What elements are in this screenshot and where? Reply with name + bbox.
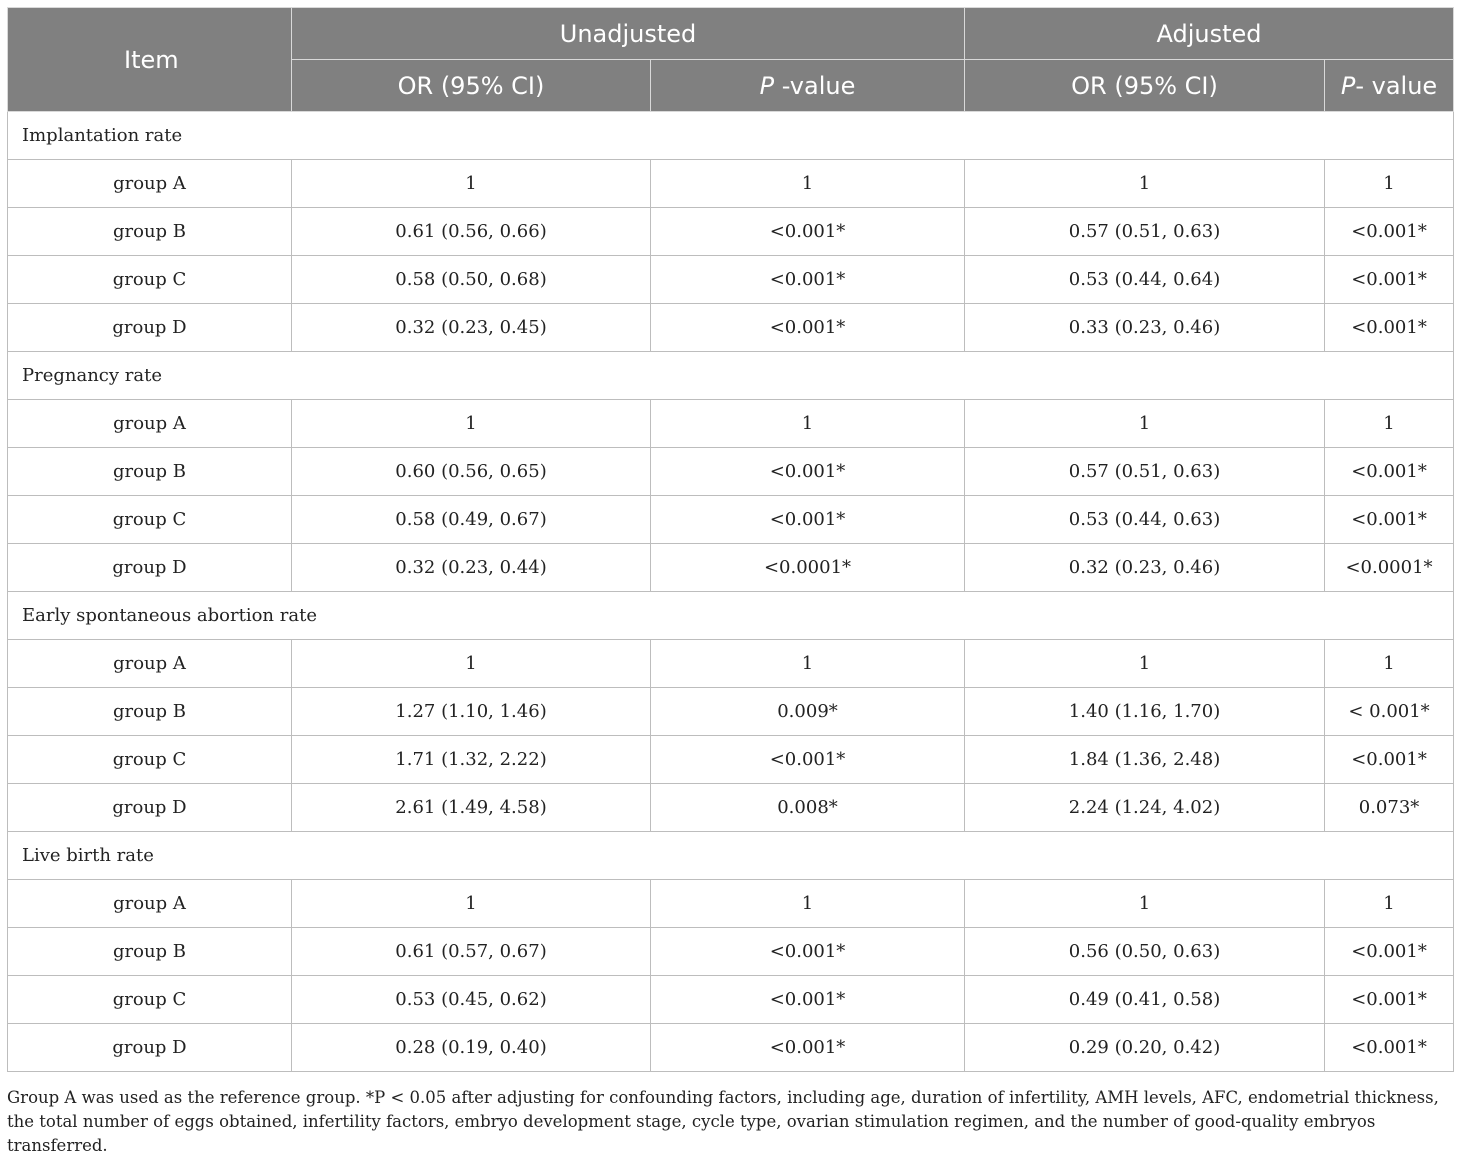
unadjusted-p-cell: <0.001* — [651, 304, 965, 352]
unadjusted-or-cell: 0.58 (0.50, 0.68) — [292, 256, 651, 304]
table-row — [8, 208, 1454, 256]
adjusted-or-cell: 1.40 (1.16, 1.70) — [965, 688, 1325, 736]
section-title: Implantation rate — [8, 112, 1454, 160]
unadjusted-p-cell: <0.001* — [651, 1024, 965, 1072]
group-cell: group A — [8, 640, 292, 688]
adjusted-or-cell: 0.56 (0.50, 0.63) — [965, 928, 1325, 976]
unadjusted-p-cell: 1 — [651, 640, 965, 688]
header-unadjusted-or: OR (95% CI) — [292, 60, 651, 112]
adjusted-or-cell: 0.49 (0.41, 0.58) — [965, 976, 1325, 1024]
unadjusted-or-cell: 0.60 (0.56, 0.65) — [292, 448, 651, 496]
unadjusted-p-cell: <0.001* — [651, 496, 965, 544]
adjusted-p-cell: 1 — [1325, 640, 1454, 688]
header-adjusted-p: P- value — [1325, 60, 1454, 112]
unadjusted-p-cell: 1 — [651, 160, 965, 208]
adjusted-p-cell: < 0.001* — [1325, 688, 1454, 736]
adjusted-or-cell: 0.53 (0.44, 0.63) — [965, 496, 1325, 544]
group-cell: group C — [8, 976, 292, 1024]
table-row — [8, 160, 1454, 208]
section-row — [8, 592, 1454, 640]
unadjusted-or-cell: 1.71 (1.32, 2.22) — [292, 736, 651, 784]
section-row — [8, 832, 1454, 880]
group-cell: group B — [8, 448, 292, 496]
header-adjusted-or: OR (95% CI) — [965, 60, 1325, 112]
table-row — [8, 880, 1454, 928]
unadjusted-or-cell: 0.32 (0.23, 0.44) — [292, 544, 651, 592]
unadjusted-p-cell: <0.001* — [651, 736, 965, 784]
adjusted-p-cell: <0.001* — [1325, 928, 1454, 976]
adjusted-p-cell: 1 — [1325, 400, 1454, 448]
table-row — [8, 496, 1454, 544]
unadjusted-p-cell: <0.001* — [651, 448, 965, 496]
adjusted-p-cell: <0.001* — [1325, 256, 1454, 304]
unadjusted-or-cell: 1 — [292, 640, 651, 688]
adjusted-or-cell: 0.57 (0.51, 0.63) — [965, 448, 1325, 496]
unadjusted-p-cell: <0.001* — [651, 928, 965, 976]
table-row — [8, 688, 1454, 736]
unadjusted-or-cell: 0.61 (0.57, 0.67) — [292, 928, 651, 976]
group-cell: group A — [8, 880, 292, 928]
adjusted-or-cell: 1 — [965, 640, 1325, 688]
header-item: Item — [8, 8, 292, 112]
adjusted-p-cell: <0.001* — [1325, 304, 1454, 352]
table-row — [8, 448, 1454, 496]
header-unadjusted: Unadjusted — [292, 8, 965, 60]
adjusted-p-cell: 0.073* — [1325, 784, 1454, 832]
table-row — [8, 1024, 1454, 1072]
table-body — [8, 112, 1454, 1072]
unadjusted-p-cell: 0.009* — [651, 688, 965, 736]
table-header — [8, 8, 1454, 112]
unadjusted-p-cell: <0.001* — [651, 208, 965, 256]
adjusted-p-cell: <0.001* — [1325, 976, 1454, 1024]
table-row — [8, 256, 1454, 304]
unadjusted-or-cell: 1.27 (1.10, 1.46) — [292, 688, 651, 736]
adjusted-p-cell: <0.001* — [1325, 736, 1454, 784]
table-row — [8, 400, 1454, 448]
adjusted-or-cell: 0.53 (0.44, 0.64) — [965, 256, 1325, 304]
adjusted-or-cell: 0.29 (0.20, 0.42) — [965, 1024, 1325, 1072]
unadjusted-p-cell: <0.001* — [651, 256, 965, 304]
group-cell: group B — [8, 208, 292, 256]
adjusted-or-cell: 1 — [965, 880, 1325, 928]
table-row — [8, 976, 1454, 1024]
header-adjusted: Adjusted — [965, 8, 1454, 60]
adjusted-p-cell: 1 — [1325, 880, 1454, 928]
adjusted-or-cell: 0.33 (0.23, 0.46) — [965, 304, 1325, 352]
table-row — [8, 304, 1454, 352]
adjusted-or-cell: 1 — [965, 160, 1325, 208]
unadjusted-or-cell: 1 — [292, 400, 651, 448]
table-row — [8, 640, 1454, 688]
unadjusted-or-cell: 0.53 (0.45, 0.62) — [292, 976, 651, 1024]
unadjusted-p-cell: <0.001* — [651, 976, 965, 1024]
unadjusted-or-cell: 0.61 (0.56, 0.66) — [292, 208, 651, 256]
unadjusted-or-cell: 2.61 (1.49, 4.58) — [292, 784, 651, 832]
table-row — [8, 736, 1454, 784]
odds-ratio-table — [7, 7, 1454, 1072]
group-cell: group D — [8, 784, 292, 832]
adjusted-or-cell: 1 — [965, 400, 1325, 448]
header-unadjusted-p: P -value — [651, 60, 965, 112]
unadjusted-or-cell: 1 — [292, 880, 651, 928]
adjusted-or-cell: 0.32 (0.23, 0.46) — [965, 544, 1325, 592]
table-footnote: Group A was used as the reference group. *P < 0.05 after adjusting for confounding factors, including age, duration of infertility, AMH levels, AFC, endometrial thickness, the total number of eggs obtained, infertility factors, embryo development stage, cycle type, ovarian stimulation regimen, and the number of good-quality embryos transferred. — [7, 1088, 1439, 1155]
unadjusted-p-cell: <0.0001* — [651, 544, 965, 592]
unadjusted-or-cell: 1 — [292, 160, 651, 208]
group-cell: group D — [8, 1024, 292, 1072]
group-cell: group D — [8, 544, 292, 592]
unadjusted-or-cell: 0.58 (0.49, 0.67) — [292, 496, 651, 544]
adjusted-p-cell: <0.0001* — [1325, 544, 1454, 592]
table-row — [8, 544, 1454, 592]
unadjusted-p-cell: 1 — [651, 880, 965, 928]
section-title: Pregnancy rate — [8, 352, 1454, 400]
group-cell: group C — [8, 256, 292, 304]
unadjusted-p-cell: 1 — [651, 400, 965, 448]
group-cell: group A — [8, 160, 292, 208]
group-cell: group C — [8, 496, 292, 544]
table-row — [8, 928, 1454, 976]
adjusted-p-cell: <0.001* — [1325, 448, 1454, 496]
adjusted-or-cell: 1.84 (1.36, 2.48) — [965, 736, 1325, 784]
adjusted-p-cell: <0.001* — [1325, 1024, 1454, 1072]
group-cell: group C — [8, 736, 292, 784]
unadjusted-or-cell: 0.32 (0.23, 0.45) — [292, 304, 651, 352]
section-row — [8, 112, 1454, 160]
adjusted-or-cell: 0.57 (0.51, 0.63) — [965, 208, 1325, 256]
table-row — [8, 784, 1454, 832]
group-cell: group A — [8, 400, 292, 448]
unadjusted-or-cell: 0.28 (0.19, 0.40) — [292, 1024, 651, 1072]
adjusted-p-cell: <0.001* — [1325, 496, 1454, 544]
adjusted-p-cell: 1 — [1325, 160, 1454, 208]
section-title: Live birth rate — [8, 832, 1454, 880]
results-table-container — [7, 7, 1453, 1072]
group-cell: group D — [8, 304, 292, 352]
group-cell: group B — [8, 928, 292, 976]
group-cell: group B — [8, 688, 292, 736]
adjusted-p-cell: <0.001* — [1325, 208, 1454, 256]
section-row — [8, 352, 1454, 400]
unadjusted-p-cell: 0.008* — [651, 784, 965, 832]
adjusted-or-cell: 2.24 (1.24, 4.02) — [965, 784, 1325, 832]
section-title: Early spontaneous abortion rate — [8, 592, 1454, 640]
